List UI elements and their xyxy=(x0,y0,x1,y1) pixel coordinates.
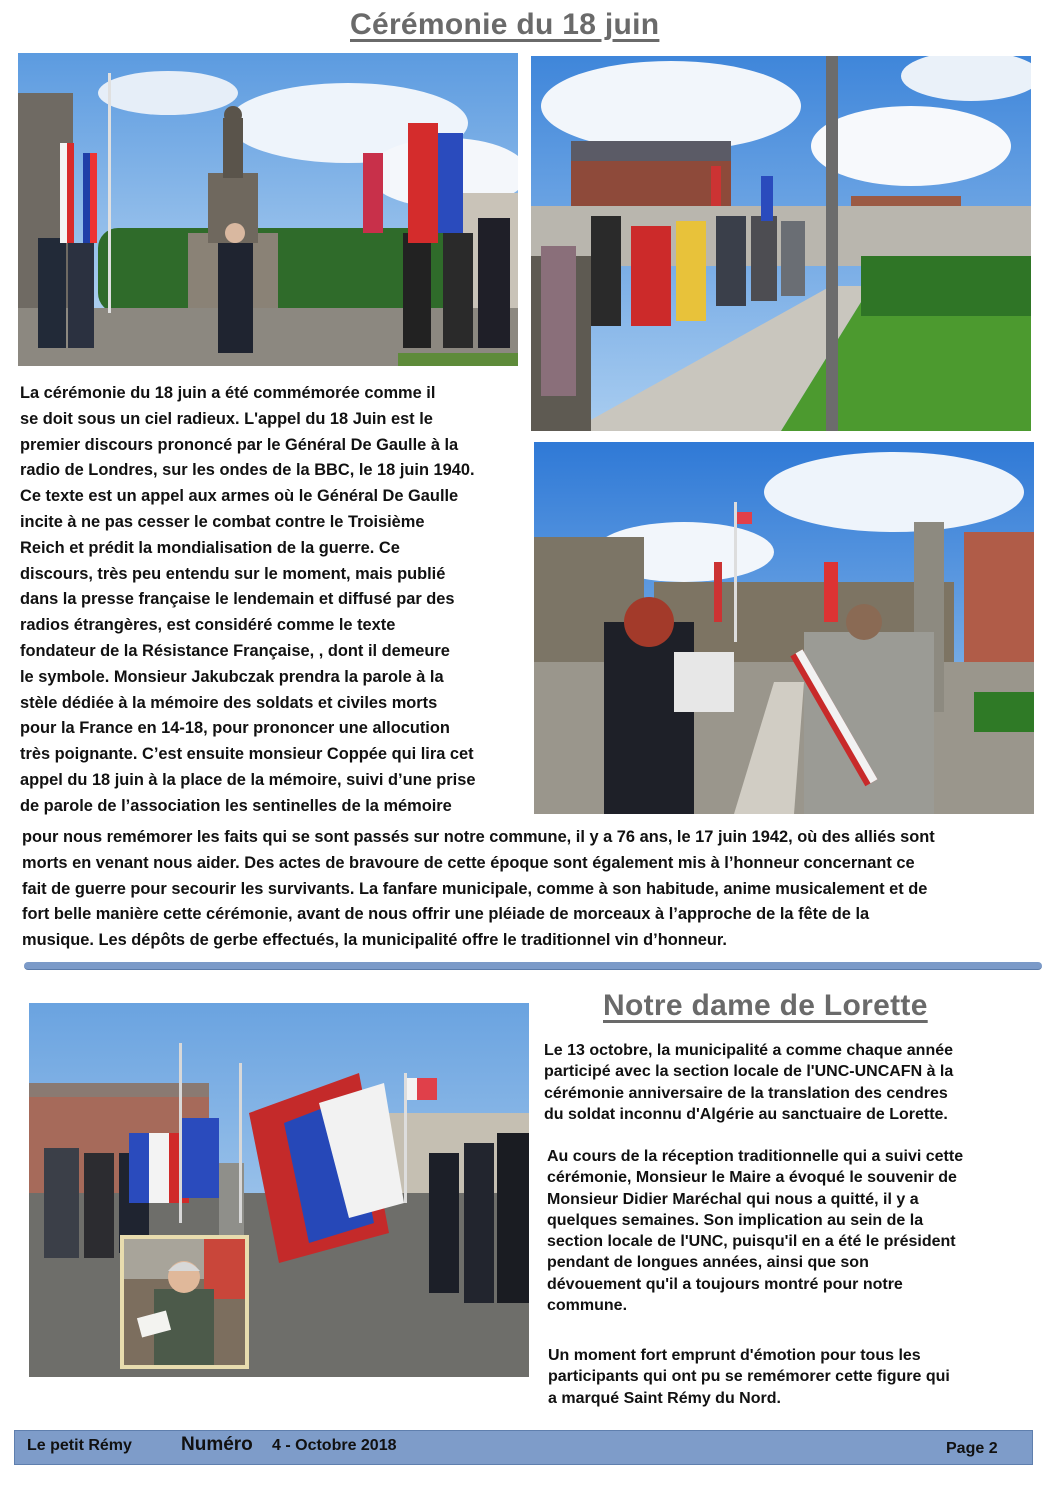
text-line: très poignante. C’est ensuite monsieur Coppée qui lira cet xyxy=(20,745,474,764)
text-line: dans la presse française le lendemain et diffusé par des xyxy=(20,590,455,609)
text-line: Le 13 octobre, la municipalité a comme chaque année xyxy=(544,1042,954,1059)
ceremonie-paragraph xyxy=(20,381,475,820)
page-footer xyxy=(14,1430,1033,1465)
text-line: pour nous remémorer les faits qui se sont passés sur notre commune, il y a 76 ans, le 17 juin 1942, où des alliés sont xyxy=(22,828,935,846)
text-line: cérémonie anniversaire de la translation des cendres xyxy=(544,1084,948,1102)
text-line: le symbole. Monsieur Jakubczak prendra la parole à la xyxy=(20,667,444,686)
text-line: du soldat inconnu d'Algérie au sanctuaire de Lorette. xyxy=(544,1105,948,1123)
text-line: se doit sous un ciel radieux. L'appel du 18 Juin est le xyxy=(20,409,433,428)
text-line: section locale de l'UNC, puisqu'il en a été le président xyxy=(547,1233,956,1251)
text-line: dévouement qu'il a toujours montré pour notre xyxy=(547,1275,903,1293)
text-line: quelques semaines. Son implication au sein de la xyxy=(547,1211,924,1229)
photo-flag-bearers xyxy=(29,1003,529,1377)
photo-inset-speaker xyxy=(120,1235,249,1369)
text-line: Ce texte est un appel aux armes où le Général De Gaulle xyxy=(20,487,459,506)
page-number: Page 2 xyxy=(946,1440,998,1457)
text-line: Au cours de la réception traditionnelle qui a suivi cette xyxy=(547,1148,964,1165)
text-line: appel du 18 juin à la place de la mémoire, suivi d’une prise xyxy=(20,770,476,789)
text-line: radio de Londres, sur les ondes de la BBC, le 18 juin 1940. xyxy=(20,461,475,480)
text-line: participé avec la section locale de l'UNC-UNCAFN à la xyxy=(544,1063,954,1081)
text-line: commune. xyxy=(547,1297,628,1315)
text-line: Un moment fort emprunt d'émotion pour tous les xyxy=(548,1347,921,1364)
text-line: fondateur de la Résistance Française, , dont il demeure xyxy=(20,641,450,660)
text-line: discours, très peu entendu sur le moment, mais publié xyxy=(20,564,446,583)
text-line: Reich et prédit la mondialisation de la guerre. Ce xyxy=(20,538,400,557)
lorette-paragraph-2 xyxy=(547,1146,963,1316)
photo-monument-speech xyxy=(18,53,518,366)
text-line: incite à ne pas cesser le combat contre le Troisième xyxy=(20,512,425,531)
text-line: La cérémonie du 18 juin a été commémorée comme il xyxy=(20,384,436,402)
text-line: fait de guerre pour secourir les survivants. La fanfare municipale, comme à son habitude, anime musicalement et de xyxy=(22,879,928,898)
text-line: cérémonie, Monsieur le Maire a évoqué le souvenir de xyxy=(547,1169,957,1187)
photo-procession xyxy=(531,56,1031,431)
issue-number: 4 - Octobre 2018 xyxy=(272,1437,397,1454)
text-line: participants qui ont pu se remémorer cette figure qui xyxy=(548,1368,950,1386)
issue-label: Numéro xyxy=(181,1434,253,1455)
text-line: radios étrangères, est considéré comme le texte xyxy=(20,616,396,635)
text-line: fort belle manière cette cérémonie, avant de nous offrir une pléiade de morceaux à l’approche de la fête de la xyxy=(22,905,870,924)
text-line: de parole de l’association les sentinelles de la mémoire xyxy=(20,796,452,815)
photo-wreath-laying xyxy=(534,442,1034,814)
text-line: Monsieur Didier Maréchal qui nous a quitté, il y a xyxy=(547,1190,919,1208)
section-divider xyxy=(24,962,1042,970)
section-title-ceremonie: Cérémonie du 18 juin xyxy=(350,8,660,41)
ceremonie-paragraph-wide xyxy=(22,825,935,954)
text-line: pour la France en 14-18, pour prononcer une allocution xyxy=(20,719,450,738)
text-line: morts en venant nous aider. Des actes de bravoure de cette époque sont également mis à l’honneur concernant ce xyxy=(22,853,915,872)
lorette-paragraph-3 xyxy=(548,1345,950,1409)
text-line: musique. Les dépôts de gerbe effectués, la municipalité offre le traditionnel vin d’honneur. xyxy=(22,931,727,950)
lorette-paragraph-1 xyxy=(544,1040,953,1125)
text-line: premier discours prononcé par le Général De Gaulle à la xyxy=(20,435,459,454)
text-line: pendant de longues années, ainsi que son xyxy=(547,1254,869,1272)
publication-name: Le petit Rémy xyxy=(27,1437,132,1454)
text-line: stèle dédiée à la mémoire des soldats et civiles morts xyxy=(20,693,438,712)
section-title-lorette: Notre dame de Lorette xyxy=(603,989,928,1022)
text-line: a marqué Saint Rémy du Nord. xyxy=(548,1389,781,1407)
